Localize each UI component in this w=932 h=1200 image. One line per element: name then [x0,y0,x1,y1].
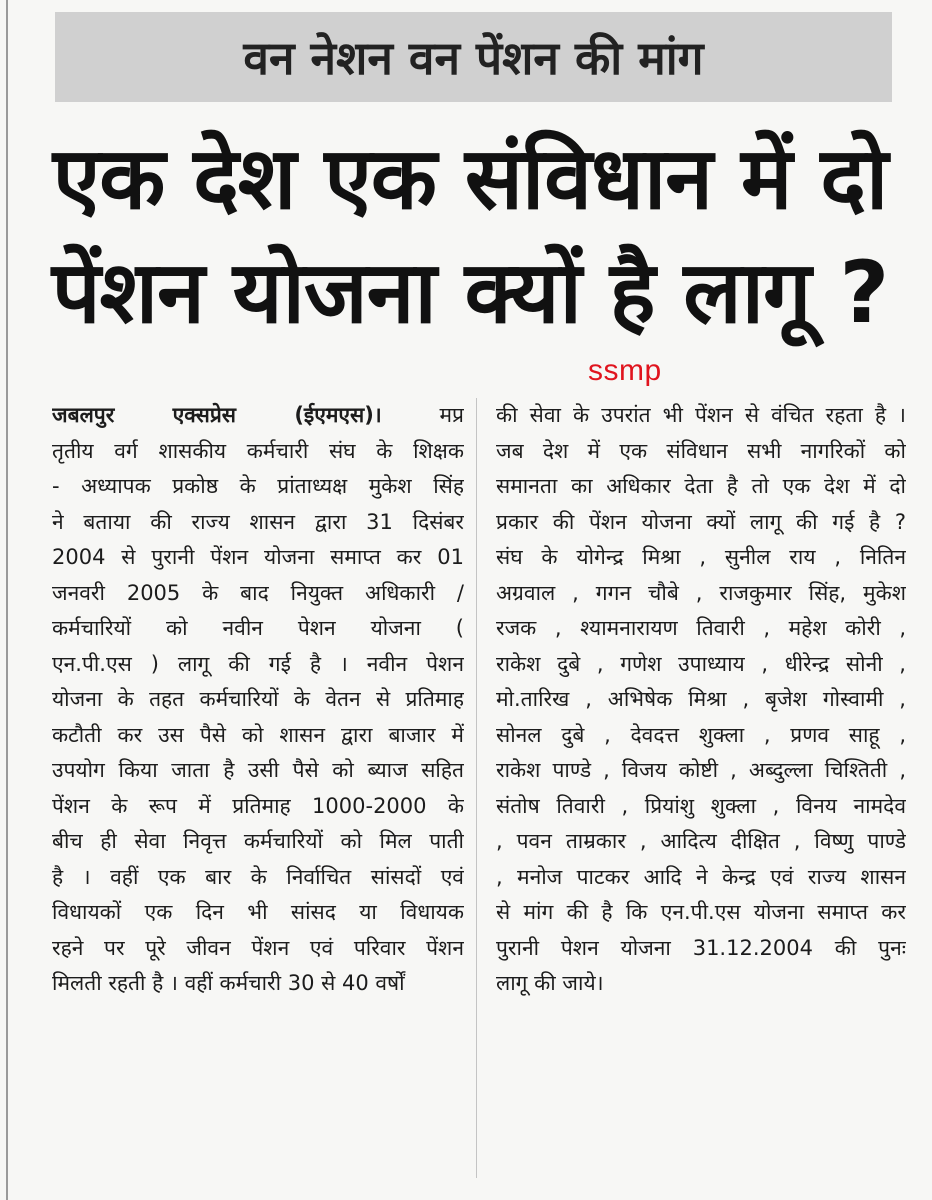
article-line: अग्रवाल , गगन चौबे , राजकुमार सिंह, मुकेश [496,580,906,605]
article-line: प्रकार की पेंशन योजना क्यों लागू की गई है ? [496,509,906,534]
article-line: जब देश में एक संविधान सभी नागरिकों को [496,438,906,463]
article-line: पुरानी पेशन योजना 31.12.2004 की पुनः [496,935,906,960]
article-line: उपयोग किया जाता है उसी पैसे को ब्याज सहित [52,758,464,782]
article-line: तृतीय वर्ग शासकीय कर्मचारी संघ के शिक्षक [52,438,464,463]
article-line: संघ के योगेन्द्र मिश्रा , सुनील राय , नितिन [496,545,906,569]
article-line: , मनोज पाटकर आदि ने केन्द्र एवं राज्य शासन [496,864,906,889]
page-edge-rule [6,0,8,1200]
article-line: लागू की जाये। [496,971,604,995]
article-line: - अध्यापक प्रकोष्ठ के प्रांताध्यक्ष मुकेश सिंह [52,474,464,498]
dateline: जबलपुर एक्सप्रेस (ईएमएस)। [52,403,382,427]
article-line: रजक , श्यामनारायण तिवारी , महेश कोरी , [496,616,906,640]
article-line: बीच ही सेवा निवृत्त कर्मचारियों को मिल पाती [52,829,464,853]
article-line: कर्मचारियों को नवीन पेशन योजना ( [52,616,464,640]
column-divider [476,398,477,1178]
watermark-label: ssmp [588,354,662,387]
article-line: विधायकों एक दिन भी सांसद या विधायक [52,900,464,924]
article-column-left [52,398,464,1002]
article-line: 2004 से पुरानी पेंशन योजना समाप्त कर 01 [52,545,464,569]
article-line: से मांग की है कि एन.पी.एस योजना समाप्त कर [496,900,906,924]
article-text: मप्र [381,403,464,427]
article-line: की सेवा के उपरांत भी पेंशन से वंचित रहता है । [496,403,906,427]
article-column-right [496,398,906,1002]
article-line: संतोष तिवारी , प्रियांशु शुक्ला , विनय नामदेव [496,793,906,818]
article-line: राकेश दुबे , गणेश उपाध्याय , धीरेन्द्र सोनी , [496,651,906,676]
article-line: समानता का अधिकार देता है तो एक देश में दो [496,474,906,498]
kicker-banner: वन नेशन वन पेंशन की मांग [55,12,892,102]
article-line: कटौती कर उस पैसे को शासन द्वारा बाजार में [52,722,464,747]
article-line: मो.तारिख , अभिषेक मिश्रा , बृजेश गोस्वामी , [496,687,906,711]
article-line: सोनल दुबे , देवदत्त शुक्ला , प्रणव साहू , [496,722,906,747]
article-line: जनवरी 2005 के बाद नियुक्त अधिकारी / [52,580,464,605]
article-line: मिलती रहती है । वहीं कर्मचारी 30 से 40 वर्षों [52,971,405,995]
article-line: है । वहीं एक बार के निर्वाचित सांसदों एवं [52,864,464,889]
article-line: , पवन ताम्रकार , आदित्य दीक्षित , विष्णु पाण्डे [496,829,906,853]
article-line: पेंशन के रूप में प्रतिमाह 1000-2000 के [52,793,464,818]
headline-line-2: पेंशन योजना क्यों है लागू ? [51,243,889,343]
headline-line-1: एक देश एक संविधान में दो [52,129,888,229]
article-line: योजना के तहत कर्मचारियों के वेतन से प्रतिमाह [52,687,464,711]
article-line: रहने पर पूरे जीवन पेंशन एवं परिवार पेंशन [52,935,464,960]
article-line: राकेश पाण्डे , विजय कोष्टी , अब्दुल्ला चिश्तिती , [496,758,906,782]
article-line: एन.पी.एस ) लागू की गई है । नवीन पेशन [52,651,464,676]
article-line: ने बताया की राज्य शासन द्वारा 31 दिसंबर [52,509,464,534]
article-line [52,398,464,434]
